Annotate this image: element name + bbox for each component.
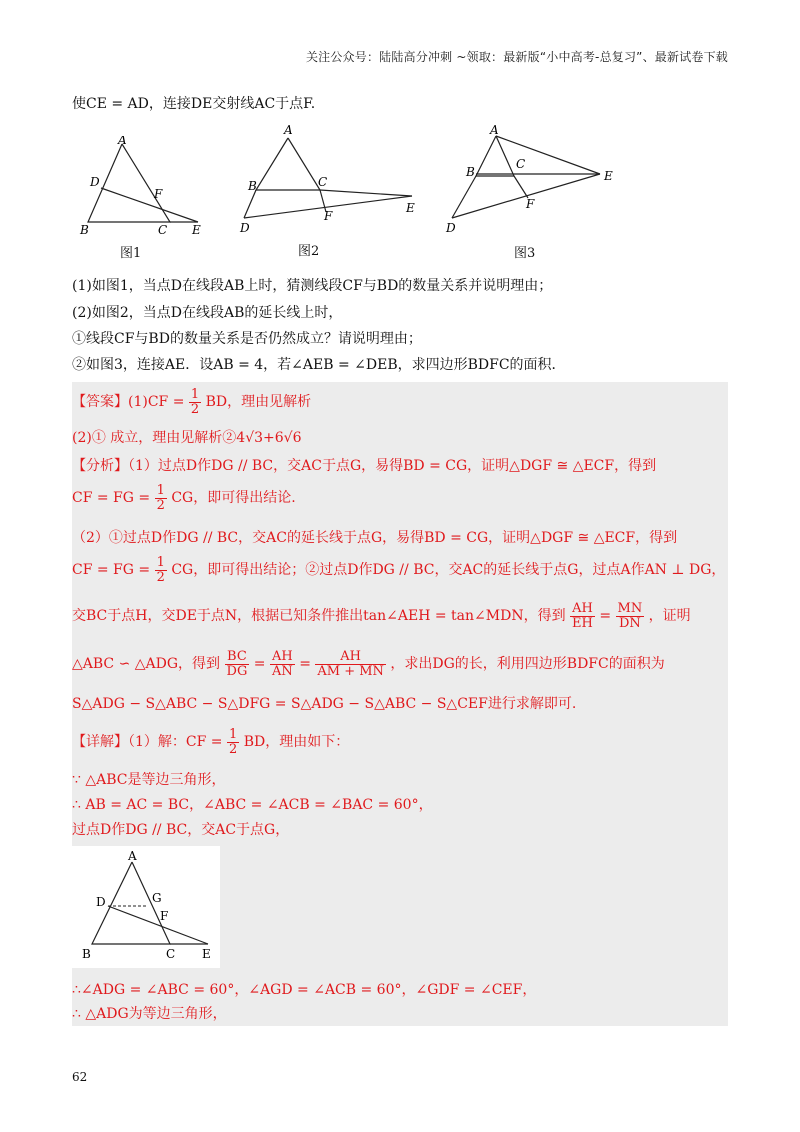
answer-part1-suffix: BD，理由见解析 xyxy=(205,394,312,411)
analysis-line-1: 【分析】（1）过点D作DG // BC，交AC于点G，易得BD = CG，证明△DGF ≅ △ECF，得到 xyxy=(72,458,657,474)
question-2-1: ①线段CF与BD的数量关系是否仍然成立？请说明理由； xyxy=(72,331,422,347)
answer-line-1 xyxy=(72,388,311,416)
answer-part1-prefix: (1)CF = xyxy=(128,394,185,411)
fig3-label-e: E xyxy=(604,169,613,183)
question-2: (2)如图2，当点D在线段AB的延长线上时， xyxy=(72,305,343,321)
fig2-label-c: C xyxy=(318,175,328,189)
answer-fraction: $\frac{1}{2}$ xyxy=(190,387,200,417)
detail-line-2: ∵ △ABC是等边三角形， xyxy=(72,772,226,788)
fig3-label-b: B xyxy=(466,165,475,179)
fig1-label-d: D xyxy=(90,175,100,189)
intro-text: 使CE = AD，连接DE交射线AC于点F. xyxy=(72,96,316,112)
page-header: 关注公众号：陆陆高分冲刺 ~领取：最新版“小中高考-总复习”、最新试卷下载 xyxy=(305,50,728,64)
detail-line-5: ∴∠ADG = ∠ABC = 60°，∠AGD = ∠ACB = 60°，∠GDF = ∠CEF， xyxy=(72,982,537,998)
fig2-label-e: E xyxy=(406,201,415,215)
answer-tag: 【答案】 xyxy=(72,394,128,411)
figure-4 xyxy=(72,846,220,968)
fig4-label-d: D xyxy=(96,895,106,909)
fig1-label-f: F xyxy=(154,187,163,201)
analysis-line-6: △ABC ∽ △ADG，得到 $\frac{BC}{DG}$ = $\frac{AH}{AN}$ = $\frac{AH}{AM + MN}$ ，求出DG的长，利用四边形BDFC的面积为 xyxy=(72,649,665,679)
analysis-line-5: 交BC于点H，交DE于点N，根据已知条件推出tan∠AEH = tan∠MDN，得到 $\frac{AH}{EH}$ = $\frac{MN}{DN}$ ，证明 xyxy=(72,601,691,631)
figure-3 xyxy=(444,124,614,240)
fig3-label-d: D xyxy=(446,221,456,235)
analysis-line-2: CF = FG = $\frac{1}{2}$ CG，即可得出结论. xyxy=(72,483,296,513)
question-1: (1)如图1，当点D在线段AB上时，猜测线段CF与BD的数量关系并说明理由； xyxy=(72,278,553,294)
analysis-line-7: S△ADG − S△ABC − S△DFG = S△ADG − S△ABC − S△CEF进行求解即可. xyxy=(72,696,577,712)
fig4-label-c: C xyxy=(166,947,176,961)
fig2-label-f: F xyxy=(324,209,333,223)
detail-line-4: 过点D作DG // BC，交AC于点G， xyxy=(72,822,290,838)
fig4-label-g: G xyxy=(152,891,162,905)
analysis-line-4: CF = FG = $\frac{1}{2}$ CG，即可得出结论；②过点D作DG // BC，交AC的延长线于点G，过点A作AN ⊥ DG， xyxy=(72,555,726,585)
fig2-label-d: D xyxy=(240,221,250,235)
figure-1 xyxy=(78,136,208,240)
detail-line-1: 【详解】（1）解：CF = $\frac{1}{2}$ BD，理由如下： xyxy=(72,727,350,757)
fig1-label-a: A xyxy=(118,136,127,147)
fig4-label-b: B xyxy=(82,947,91,961)
fig3-label-f: F xyxy=(526,197,535,211)
answer-line-2: (2)① 成立，理由见解析②4√3+6√6 xyxy=(72,430,302,446)
figure-1-caption: 图1 xyxy=(120,246,142,261)
detail-tag: 【详解】 xyxy=(72,734,128,751)
fig1-label-e: E xyxy=(192,223,201,236)
question-2-2: ②如图3，连接AE．设AB = 4，若∠AEB = ∠DEB，求四边形BDFC的面积． xyxy=(72,357,566,373)
fig1-label-c: C xyxy=(158,223,168,236)
fig4-label-e: E xyxy=(202,947,211,961)
fig3-label-a: A xyxy=(490,124,499,137)
detail-line-6: ∴ △ADG为等边三角形， xyxy=(72,1006,227,1022)
analysis-tag: 【分析】 xyxy=(72,458,128,474)
fig3-label-c: C xyxy=(516,157,526,171)
fig4-label-f: F xyxy=(160,909,169,923)
fig2-label-b: B xyxy=(248,179,257,193)
figure-3-caption: 图3 xyxy=(514,246,536,261)
figure-2 xyxy=(238,124,428,240)
fig1-label-b: B xyxy=(80,223,89,236)
figure-2-caption: 图2 xyxy=(298,244,320,259)
analysis-line-3: （2）①过点D作DG // BC，交AC的延长线于点G，易得BD = CG，证明△DGF ≅ △ECF，得到 xyxy=(72,530,678,546)
page-number: 62 xyxy=(72,1070,88,1084)
fig4-label-a: A xyxy=(128,849,137,863)
detail-line-3: ∴ AB = AC = BC，∠ABC = ∠ACB = ∠BAC = 60°， xyxy=(72,797,433,813)
fig2-label-a: A xyxy=(284,124,293,137)
